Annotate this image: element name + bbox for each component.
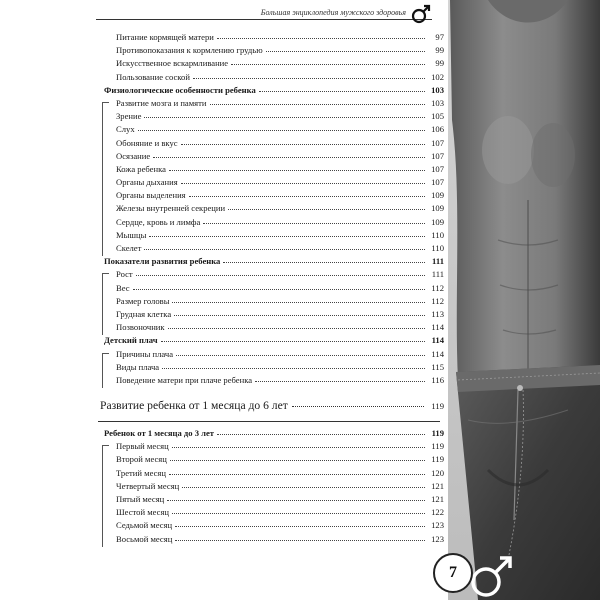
toc-entry[interactable]: Позвоночник 114 — [98, 320, 444, 333]
male-symbol-icon — [410, 3, 432, 25]
toc-entry[interactable]: Органы выделения 109 — [98, 188, 444, 201]
toc-group — [98, 96, 444, 254]
toc-section-heading[interactable]: Физиологические особенности ребенка 103 — [98, 83, 444, 96]
toc-entry[interactable]: Третий месяц 120 — [98, 466, 444, 479]
toc-entry[interactable]: Искусственное вскармливание 99 — [98, 56, 444, 69]
toc-group — [98, 30, 444, 83]
toc-entry[interactable]: Слух 106 — [98, 122, 444, 135]
toc-section-heading[interactable]: Детский плач 114 — [98, 333, 444, 346]
page-number: 7 — [449, 564, 457, 581]
toc-entry[interactable]: Скелет 110 — [98, 241, 444, 254]
toc-entry[interactable]: Восьмой месяц 123 — [98, 532, 444, 545]
group-bracket — [102, 102, 109, 256]
toc-entry[interactable]: Обоняние и вкус 107 — [98, 136, 444, 149]
toc-entry[interactable]: Органы дыхания 107 — [98, 175, 444, 188]
toc-section-heading[interactable]: Ребенок от 1 месяца до 3 лет 119 — [98, 426, 444, 439]
toc-chapter-heading[interactable]: Развитие ребенка от 1 месяца до 6 лет 119 — [98, 398, 444, 420]
toc-entry[interactable]: Рост 111 — [98, 267, 444, 280]
toc-entry[interactable]: Причины плача 114 — [98, 347, 444, 360]
toc-group — [98, 267, 444, 333]
male-torso-photo — [448, 0, 600, 600]
toc-group — [98, 347, 444, 387]
toc-entry[interactable]: Осязание 107 — [98, 149, 444, 162]
toc-entry[interactable]: Железы внутренней секреции 109 — [98, 201, 444, 214]
toc-entry[interactable]: Кожа ребенка 107 — [98, 162, 444, 175]
toc-entry[interactable]: Пятый месяц 121 — [98, 492, 444, 505]
toc-group — [98, 439, 444, 545]
running-header-title: Большая энциклопедия мужского здоровья — [260, 8, 406, 17]
group-bracket — [102, 445, 109, 547]
toc-entry[interactable]: Второй месяц 119 — [98, 452, 444, 465]
toc-entry[interactable]: Сердце, кровь и лимфа 109 — [98, 215, 444, 228]
toc-entry[interactable]: Пользование соской 102 — [98, 70, 444, 83]
toc-entry[interactable]: Седьмой месяц 123 — [98, 518, 444, 531]
group-bracket — [102, 353, 109, 389]
toc-entry[interactable]: Питание кормящей матери 97 — [98, 30, 444, 43]
group-bracket — [102, 273, 109, 335]
toc-entry[interactable]: Виды плача 115 — [98, 360, 444, 373]
toc-entry[interactable]: Поведение матери при плаче ребенка 116 — [98, 373, 444, 386]
toc-entry[interactable]: Развитие мозга и памяти 103 — [98, 96, 444, 109]
toc-entry[interactable]: Зрение 105 — [98, 109, 444, 122]
table-of-contents — [98, 30, 444, 545]
toc-entry[interactable]: Вес 112 — [98, 281, 444, 294]
toc-entry[interactable]: Первый месяц 119 — [98, 439, 444, 452]
toc-entry[interactable]: Шестой месяц 122 — [98, 505, 444, 518]
toc-entry[interactable]: Противопоказания к кормлению грудью 99 — [98, 43, 444, 56]
toc-section-heading[interactable]: Показатели развития ребенка 111 — [98, 254, 444, 267]
toc-entry[interactable]: Четвертый месяц 121 — [98, 479, 444, 492]
chapter-divider — [98, 421, 440, 422]
toc-entry[interactable]: Грудная клетка 113 — [98, 307, 444, 320]
toc-entry[interactable]: Размер головы 112 — [98, 294, 444, 307]
toc-entry[interactable]: Мышцы 110 — [98, 228, 444, 241]
running-header — [96, 6, 432, 20]
